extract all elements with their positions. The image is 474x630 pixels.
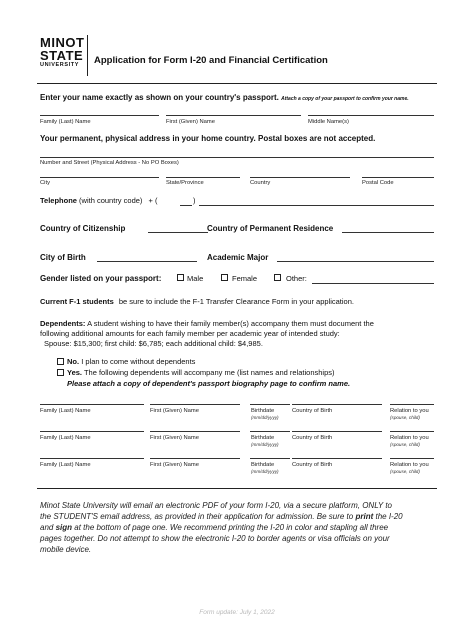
dependents-yes-option — [67, 368, 335, 377]
dep2-relation-label: Relation to you — [390, 435, 429, 441]
country-field[interactable] — [250, 177, 350, 178]
dependents-attach-note: Please attach a copy of dependent's passport biography page to confirm name. — [67, 379, 351, 388]
form-update-footer: Form update: July 1, 2022 — [199, 609, 275, 616]
dep3-family-label: Family (Last) Name — [40, 462, 91, 468]
dep2-family-field[interactable] — [40, 431, 144, 432]
dependents-label: Dependents: — [40, 319, 86, 328]
dependents-no-label: No. — [67, 357, 80, 366]
dependents-yes-checkbox[interactable] — [57, 369, 64, 376]
gender-other-label: Other: — [286, 274, 307, 283]
dependents-line-2: following additional amounts for each family member per academic year of intended study: — [40, 329, 340, 338]
citizenship-label: Country of Citizenship — [40, 224, 126, 233]
country-label: Country — [250, 180, 271, 186]
closing-line-5: mobile device. — [40, 545, 92, 554]
dep2-birthdate-hint: (mm/dd/yyyy) — [251, 442, 279, 447]
logo-line-3: UNIVERSITY — [40, 62, 80, 68]
postal-code-label: Postal Code — [362, 180, 394, 186]
citizenship-field[interactable] — [148, 232, 208, 233]
form-title: Application for Form I-20 and Financial Certification — [94, 55, 328, 66]
dep1-birthdate-hint: (mm/dd/yyyy) — [251, 415, 279, 420]
street-field[interactable] — [40, 157, 434, 158]
city-of-birth-field[interactable] — [97, 261, 197, 262]
city-of-birth-label: City of Birth — [40, 253, 86, 262]
header-rule — [37, 83, 437, 84]
telephone-field[interactable] — [199, 205, 434, 206]
dep2-country-field[interactable] — [292, 431, 382, 432]
name-heading — [40, 93, 409, 102]
dependents-no-text: I plan to come without dependents — [81, 357, 196, 366]
dep1-relation-hint: (spouse, child) — [390, 415, 420, 420]
dep1-family-field[interactable] — [40, 404, 144, 405]
telephone-row — [40, 196, 157, 205]
dependents-paragraph — [40, 319, 374, 349]
dep1-birthdate-label: Birthdate — [251, 408, 275, 414]
dep3-relation-hint: (spouse, child) — [390, 469, 420, 474]
dep2-country-label: Country of Birth — [292, 435, 333, 441]
f1-label: Current F-1 students — [40, 297, 114, 306]
first-name-label: First (Given) Name — [166, 119, 215, 125]
city-label: City — [40, 180, 50, 186]
logo-line-2: STATE — [40, 48, 84, 63]
closing-line-2-end: the I-20 — [375, 512, 403, 521]
dep2-first-field[interactable] — [150, 431, 240, 432]
telephone-plus: + ( — [148, 196, 158, 205]
dependents-no-option — [67, 357, 195, 366]
gender-male-checkbox[interactable] — [177, 274, 184, 281]
dep3-country-label: Country of Birth — [292, 462, 333, 468]
closing-sign-word: sign — [55, 523, 73, 532]
dep1-family-label: Family (Last) Name — [40, 408, 91, 414]
dep2-birthdate-field[interactable] — [250, 431, 290, 432]
middle-name-label: Middle Name(s) — [308, 119, 349, 125]
dep3-birthdate-field[interactable] — [250, 458, 290, 459]
dep1-first-label: First (Given) Name — [150, 408, 199, 414]
dep2-relation-field[interactable] — [390, 431, 434, 432]
gender-female-label: Female — [232, 274, 258, 283]
middle-name-field[interactable] — [308, 115, 434, 116]
closing-line-3-start: and — [40, 523, 54, 532]
dep1-relation-label: Relation to you — [390, 408, 429, 414]
residence-label: Country of Permanent Residence — [207, 224, 334, 233]
closing-rule — [37, 488, 437, 489]
residence-field[interactable] — [342, 232, 434, 233]
closing-print-word: print — [355, 512, 374, 521]
dep3-first-field[interactable] — [150, 458, 240, 459]
telephone-sub: (with country code) — [79, 196, 143, 205]
dep1-country-label: Country of Birth — [292, 408, 333, 414]
gender-label: Gender listed on your passport: — [40, 274, 162, 283]
dep2-relation-hint: (spouse, child) — [390, 442, 420, 447]
first-name-field[interactable] — [166, 115, 301, 116]
dep3-birthdate-hint: (mm/dd/yyyy) — [251, 469, 279, 474]
dependents-yes-label: Yes. — [67, 368, 83, 377]
university-logo — [40, 36, 88, 69]
academic-major-label: Academic Major — [207, 253, 269, 262]
family-name-field[interactable] — [40, 115, 159, 116]
dep3-relation-field[interactable] — [390, 458, 434, 459]
telephone-close: ) — [193, 196, 196, 205]
postal-code-field[interactable] — [362, 177, 434, 178]
closing-paragraph — [40, 500, 436, 555]
state-field[interactable] — [166, 177, 240, 178]
closing-line-4: pages together. Do not attempt to show the electronic I-20 to border agents or visa officials on your — [40, 534, 390, 543]
closing-line-3 — [40, 522, 436, 533]
street-label: Number and Street (Physical Address - No PO Boxes) — [40, 160, 179, 166]
academic-major-field[interactable] — [277, 261, 434, 262]
address-heading: Your permanent, physical address in your home country. Postal boxes are not accepted. — [40, 134, 376, 143]
dep1-country-field[interactable] — [292, 404, 382, 405]
logo-divider — [87, 35, 88, 76]
f1-note — [40, 297, 354, 306]
telephone-label: Telephone — [40, 196, 77, 205]
closing-line-2 — [40, 511, 436, 522]
gender-other-field[interactable] — [312, 283, 434, 284]
family-name-label: Family (Last) Name — [40, 119, 91, 125]
f1-text: be sure to include the F-1 Transfer Clearance Form in your application. — [118, 297, 354, 306]
dependents-no-checkbox[interactable] — [57, 358, 64, 365]
logo-line-1: MINOT — [40, 35, 85, 50]
dep2-family-label: Family (Last) Name — [40, 435, 91, 441]
closing-line-2-text: the STUDENT'S email address, as provided in their application for admission. Be sure to — [40, 512, 354, 521]
dependents-amounts: Spouse: $15,300; first child: $6,785; each additional child: $4,985. — [44, 339, 263, 348]
dep3-birthdate-label: Birthdate — [251, 462, 275, 468]
dependents-yes-text: The following dependents will accompany me (list names and relationships) — [83, 368, 335, 377]
dep1-first-field[interactable] — [150, 404, 240, 405]
dep3-family-field[interactable] — [40, 458, 144, 459]
dependents-line-1: A student wishing to have their family member(s) accompany them must document the — [87, 319, 374, 328]
dep2-birthdate-label: Birthdate — [251, 435, 275, 441]
dep3-country-field[interactable] — [292, 458, 382, 459]
name-heading-text: Enter your name exactly as shown on your country's passport. — [40, 93, 279, 102]
dep2-first-label: First (Given) Name — [150, 435, 199, 441]
closing-line-3-text: at the bottom of page one. We recommend printing the I-20 in color and stapling all three — [74, 523, 389, 532]
gender-male-label: Male — [187, 274, 204, 283]
dep1-relation-field[interactable] — [390, 404, 434, 405]
dep3-first-label: First (Given) Name — [150, 462, 199, 468]
gender-other-checkbox[interactable] — [274, 274, 281, 281]
city-field[interactable] — [40, 177, 159, 178]
dep3-relation-label: Relation to you — [390, 462, 429, 468]
dep1-birthdate-field[interactable] — [250, 404, 290, 405]
name-note: Attach a copy of your passport to confirm your name. — [281, 96, 409, 102]
gender-female-checkbox[interactable] — [221, 274, 228, 281]
country-code-field[interactable] — [180, 205, 192, 206]
state-label: State/Province — [166, 180, 204, 186]
closing-line-1: Minot State University will email an electronic PDF of your form I-20, via a secure platform, ONLY to — [40, 501, 392, 510]
